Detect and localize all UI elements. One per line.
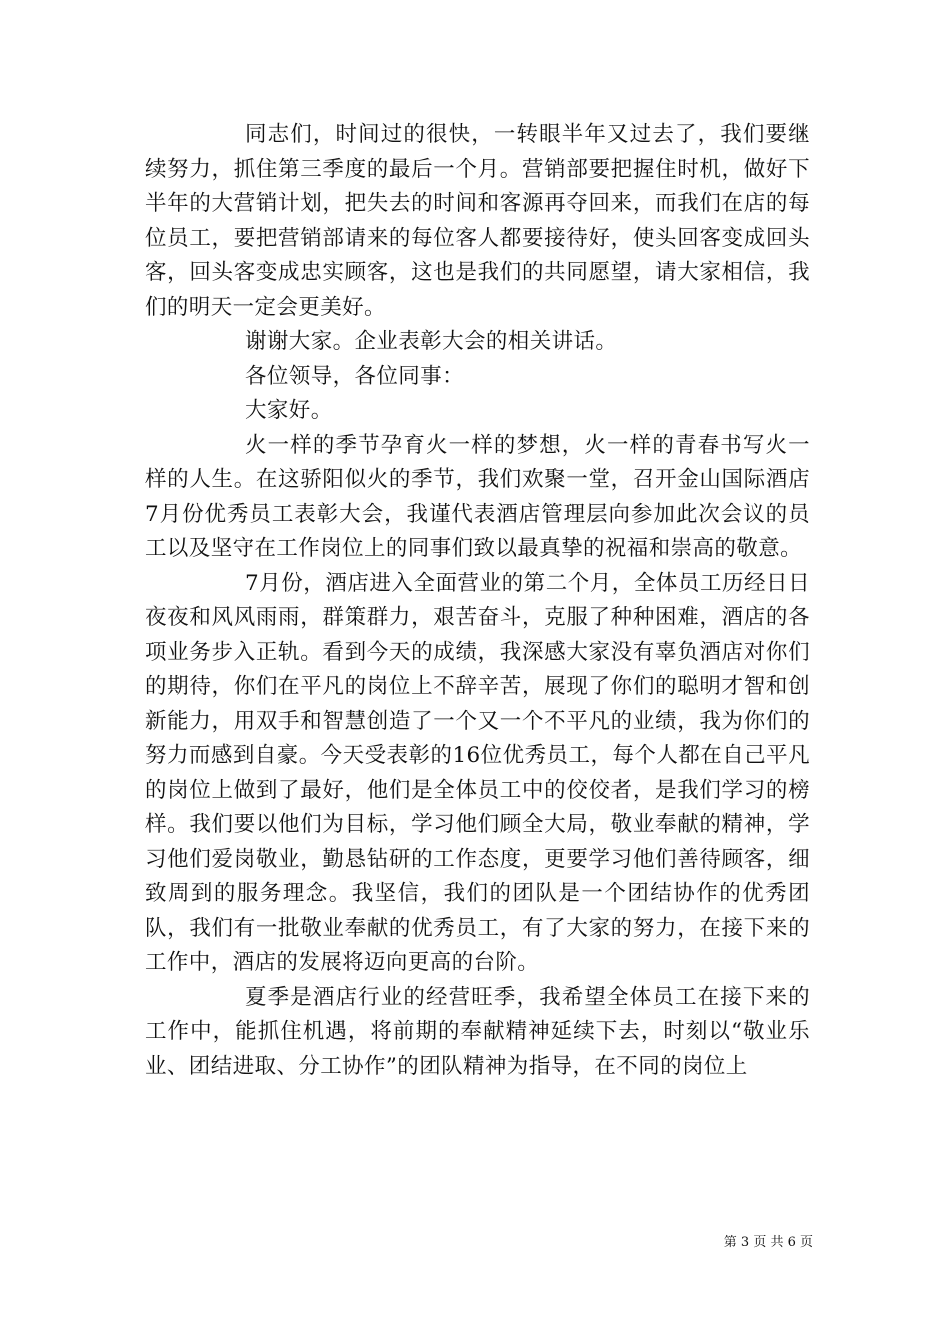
- paragraph-thanks: 谢谢大家。企业表彰大会的相关讲话。: [245, 329, 618, 354]
- paragraph-closing-remarks: 同志们，时间过的很快，一转眼半年又过去了，我们要继续努力，抓住第三季度的最后一个月。营销部要把握住时机，做好下半年的大营销计划，把失去的时间和客源再夺回来，而我们在店的每位员工，要把营销部请来的每位客人都要接待好，使头回客变成回头客，回头客变成忠实顾客，这也是我们的共同愿望，请大家相信，我们的明天一定会更美好。: [145, 122, 810, 320]
- paragraph-summer-outlook: 夏季是酒店行业的经营旺季，我希望全体员工在接下来的工作中，能抓住机遇，将前期的奉献精神延续下去，时刻以“敬业乐业、团结进取、分工协作”的团队精神为指导，在不同的岗位上: [145, 984, 810, 1079]
- paragraph-opening: 火一样的季节孕育火一样的梦想，火一样的青春书写火一样的人生。在这骄阳似火的季节，我们欢聚一堂，召开金山国际酒店7月份优秀员工表彰大会，我谨代表酒店管理层向参加此次会议的员工以及坚守在工作岗位上的同事们致以最真挚的祝福和崇高的敬意。: [145, 432, 810, 561]
- page-body: [145, 118, 810, 1084]
- paragraph-salutation: 各位领导，各位同事：: [245, 363, 465, 389]
- paragraph-july-review: 7月份，酒店进入全面营业的第二个月，全体员工历经日日夜夜和风风雨雨，群策群力，艰苦奋斗，克服了种种困难，酒店的各项业务步入正轨。看到今天的成绩，我深感大家没有辜负酒店对你们的期待，你们在平凡的岗位上不辞辛苦，展现了你们的聪明才智和创新能力，用双手和智慧创造了一个又一个不平凡的业绩，我为你们的努力而感到自豪。今天受表彰的16位优秀员工，每个人都在自己平凡的岗位上做到了最好，他们是全体员工中的佼佼者，是我们学习的榜样。我们要以他们为目标，学习他们顾全大局，敬业奉献的精神，学习他们爱岗敬业，勤恳钻研的工作态度，更要学习他们善待顾客，细致周到的服务理念。我坚信，我们的团队是一个团结协作的优秀团队，我们有一批敬业奉献的优秀员工，有了大家的努力，在接下来的工作中，酒店的发展将迈向更高的台阶。: [145, 570, 810, 975]
- paragraph-greeting: 大家好。: [245, 398, 333, 423]
- page-number-footer: 第 3 页 共 6 页: [723, 1235, 813, 1250]
